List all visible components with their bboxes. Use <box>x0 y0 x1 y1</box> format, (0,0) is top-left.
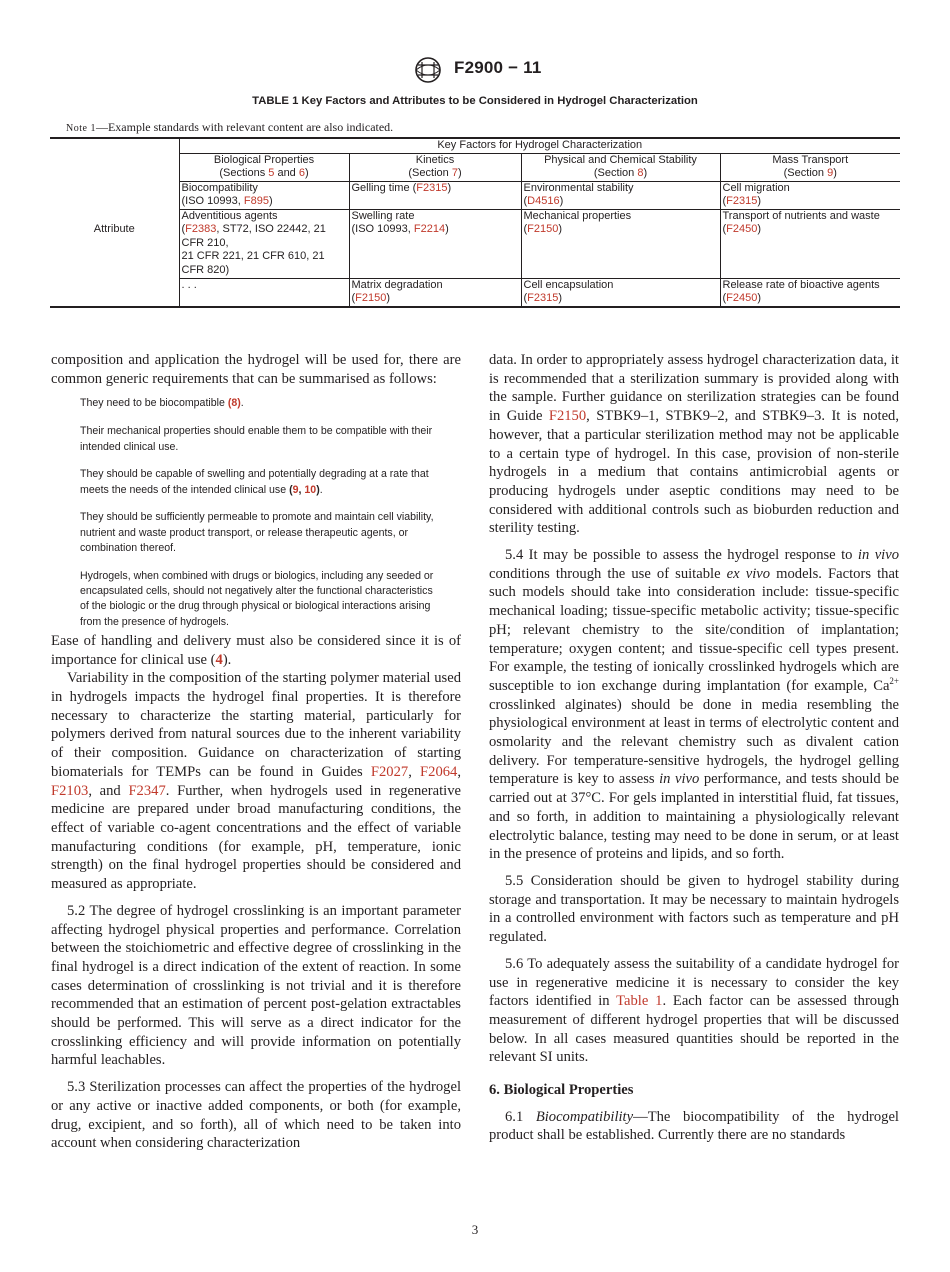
standard-link[interactable]: F2150 <box>355 292 387 304</box>
list-item: They should be capable of swelling and potentially degrading at a rate that meets the needs of the intended clinical use (9, 10). <box>80 468 429 496</box>
standard-link[interactable]: F2027 <box>370 763 409 780</box>
standard-link[interactable]: F2150 <box>527 223 559 235</box>
column-header-kinetics: Kinetics (Section 7) <box>349 153 521 181</box>
paragraph-5-4: 5.4 It may be possible to assess the hydrogel response to in vivo conditions through the use of suitable ex vivo models. Factors that such models should take into consideration include: tissue-specific mechanical loading; tissue-specific metabolic activity; tissue-specific pH; relevant chemistry to the site/condition of implantation; temperature; oxygen content; and tissue-specific cell types present. For example, the testing of ionically crosslinked hydrogels which are susceptible to ion exchange during implantation (for example, $Ca^{2+}$ crosslinked alginates) should be done in media resembling the physiological environment at least in terms of electrolytic content and osmolarity and the relevant chemistry such as divalent cation delivery. For temperature-sensitive hydrogels, the hydrogel gelling temperature is key to assess in vivo performance, and tests should be carried out at 37°C. For gels implanted in interstitial fluid, fat tissues, and so forth, in addition to maintaining a physiologically relevant electrolytic balance, testing may need to be done in serum, or at least in the presence of proteins and lipids, and so forth. <box>489 547 900 863</box>
column-header-stability: Physical and Chemical Stability (Section 8) <box>521 153 720 181</box>
table-cell: Cell encapsulation (F2315) <box>521 278 720 307</box>
page-header <box>0 56 950 86</box>
paragraph: Variability in the composition of the starting polymer material used in hydrogels impacts the hydrogel final properties. It is therefore necessary to characterize the starting material, particularly for polymers derived from natural sources due to the inherent variability of their composition. Guidance on characterization of starting biomaterials for TEMPs can be found in Guides F2027, F2064, F2103, and F2347. Further, when hydrogels used in regenerative medicine are prepared under broad manufacturing conditions, the effect of variable co-agent concentrations and the effect of variable manufacturing conditions (for example, pH, temperature, ionic strength) on the final hydrogel properties should be considered and measured as appropriate. <box>51 670 462 893</box>
standard-link[interactable]: F2315 <box>416 181 448 194</box>
list-item: They need to be biocompatible (8). <box>80 397 244 410</box>
paragraph-5-3-continued: data. In order to appropriately assess hydrogel characterization data, it is recommended that a sterilization summary is provided along with the sample. Further guidance on sterilization strategies can be found in Guide F2150, STBK9–1, STBK9–2, and STBK9–3. It is noted, however, that a particular sterilization method may not be applicable to a certain type of hydrogel. In this case, provision of non-sterile hydrogels in a medium that contains antimicrobial agents or producing hydrogels under aseptic conditions may need to be considered with additional controls such as bioburden reduction and sterility testing. <box>489 352 899 537</box>
section-link[interactable]: 5 <box>268 167 275 179</box>
paragraph-5-5: 5.5 Consideration should be given to hydrogel stability during storage and transportation. It may be necessary to maintain hydrogels in a controlled environment with factors such as temperature and pH regulated. <box>489 872 899 946</box>
list-item: They should be sufficiently permeable to promote and maintain cell viability, nutrient and waste product transport, or release therapeutic agents, or combination thereof. <box>80 511 434 554</box>
table-cell: Environmental stability (D4516) <box>521 181 720 209</box>
paragraph-6-1: 6.1 Biocompatibility—The biocompatibility of the hydrogel product shall be established. Currently there are no standards <box>489 1108 899 1144</box>
paragraph-5-2: 5.2 The degree of hydrogel crosslinking is an important parameter affecting hydrogel physical properties and performance. Correlation between the stoichiometric and effective degree of crosslinking in the final hydrogel is a direct indication of the extent of reaction. In some cases determination of crosslinking is not trivial and it is therefore recommended that an estimation of percent post-gelation extractables should be performed. This will serve as a direct indicator for the crosslinking efficiency and will provide information on potentially harmful leachables. <box>51 902 461 1069</box>
column-header-biological: Biological Properties (Sections 5 and 6) <box>179 153 349 181</box>
table-cell: Mechanical properties (F2150) <box>521 209 720 278</box>
group-header: Key Factors for Hydrogel Characterization <box>179 138 900 153</box>
table-cell: Biocompatibility (ISO 10993, F895) <box>179 181 349 209</box>
list-item: Hydrogels, when combined with drugs or biologics, including any seeded or encapsulated cells, should not negatively alter the functional characteristics of the biologic or the drug through physical or biological interactions arising from the presence of hydrogels. <box>80 569 434 628</box>
standard-link[interactable]: F2347 <box>128 782 166 799</box>
table-link[interactable]: Table 1 <box>616 993 663 1010</box>
right-column <box>489 351 899 1145</box>
paragraph: composition and application the hydrogel will be used for, there are common generic requirements that can be summarised as follows: <box>51 352 461 387</box>
note-label: Note 1 <box>66 123 96 134</box>
standard-link[interactable]: F2450 <box>726 292 758 304</box>
reference-link[interactable]: 10 <box>304 483 317 496</box>
section-link[interactable]: 9 <box>827 167 834 179</box>
table-cell: Gelling time (F2315) <box>349 181 521 209</box>
requirements-list <box>80 396 440 630</box>
table-cell: Swelling rate (ISO 10993, F2214) <box>349 209 521 278</box>
standard-link[interactable]: F2383 <box>185 223 217 235</box>
list-item: Their mechanical properties should enable them to be compatible with their intended clinical use. <box>80 425 433 453</box>
paragraph-5-3: 5.3 Sterilization processes can affect the properties of the hydrogel or any active or inactive added components, or both (for example, drug, excipient, and so forth), all of which need to be taken into account when considering characterization <box>51 1079 461 1152</box>
paragraph-5-6: 5.6 To adequately assess the suitability of a candidate hydrogel for use in regenerative medicine it is necessary to consider the key factors identified in Table 1. Each factor can be assessed through measurement of different hydrogel properties that will be discussed below. In all cases measured quantities should be reported in the relevant SI units. <box>489 955 899 1066</box>
standard-link[interactable]: F895 <box>243 195 269 207</box>
note-text: —Example standards with relevant content are also indicated. <box>95 120 394 134</box>
section-link[interactable]: 6 <box>298 167 305 179</box>
section-link[interactable]: 8 <box>637 167 644 179</box>
column-header-mass-transport: Mass Transport (Section 9) <box>720 153 900 181</box>
stub-cell <box>50 138 179 153</box>
table-cell: Matrix degradation (F2150) <box>349 278 521 307</box>
standard-link[interactable]: F2214 <box>413 223 446 235</box>
reference-link[interactable]: 4 <box>215 651 223 668</box>
standard-link[interactable]: F2315 <box>527 292 559 304</box>
standard-link[interactable]: F2064 <box>420 763 458 780</box>
table-caption: TABLE 1 Key Factors and Attributes to be Considered in Hydrogel Characterization <box>252 95 698 107</box>
section-link[interactable]: 7 <box>451 167 458 179</box>
table-note <box>66 120 393 135</box>
table-cell: Cell migration (F2315) <box>720 181 900 209</box>
paragraph: Ease of handling and delivery must also be considered since it is of importance for clinical use (4). <box>51 632 461 668</box>
table-cell: Transport of nutrients and waste (F2450) <box>720 209 900 278</box>
standard-link[interactable]: D4516 <box>527 195 560 207</box>
standard-link[interactable]: F2150 <box>548 408 587 425</box>
standard-designation: F2900 − 11 <box>454 58 542 77</box>
page-number: 3 <box>471 1222 479 1237</box>
table-cell: . . . <box>179 278 349 307</box>
astm-logo-icon <box>408 56 448 84</box>
section-heading: 6. Biological Properties <box>489 1082 634 1099</box>
standard-link[interactable]: F2315 <box>726 195 758 207</box>
reference-link[interactable]: 9 <box>292 483 299 496</box>
table-cell: Release rate of bioactive agents (F2450) <box>720 278 900 307</box>
standard-link[interactable]: F2450 <box>726 223 758 235</box>
standard-link[interactable]: F2103 <box>51 782 89 799</box>
table-cell: Adventitious agents (F2383, ST72, ISO 22442, 21 CFR 210, 21 CFR 221, 21 CFR 610, 21 CFR 820) <box>179 209 349 278</box>
row-label: Attribute <box>50 153 179 307</box>
left-column <box>51 351 461 1153</box>
reference-link[interactable]: (8) <box>227 397 241 410</box>
key-factors-table <box>50 137 900 308</box>
